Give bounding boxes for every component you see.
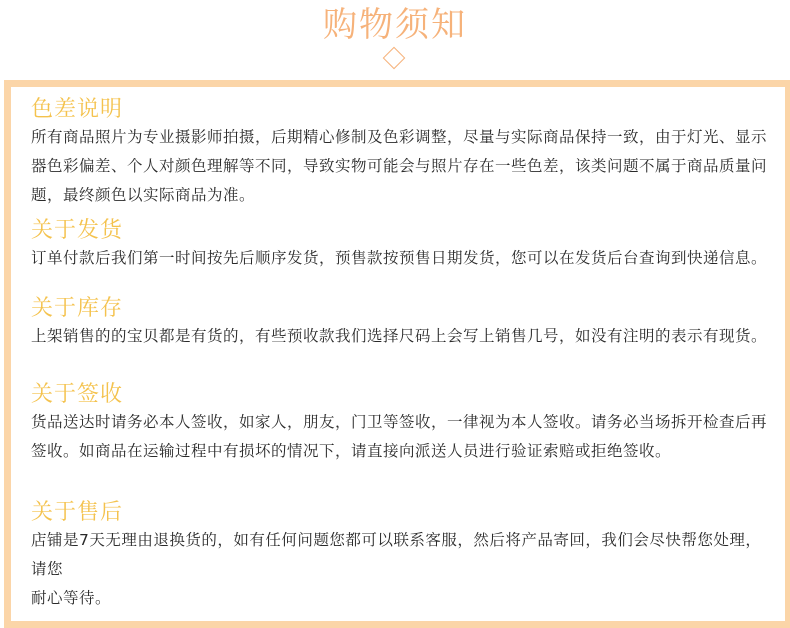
section-color-difference [31,97,775,210]
section-shipping [31,218,775,273]
section-after-sales [31,500,775,613]
section-heading: 关于库存 [31,296,124,321]
section-delivery-receipt [31,382,775,466]
page-title: 购物须知 [323,5,467,45]
diamond-ornament-icon [383,47,406,70]
section-text: 所有商品照片为专业摄影师拍摄，后期精心修制及色彩调整，尽量与实际商品保持一致，由于灯光、显示器色彩偏差、个人对颜色理解等不同，导致实物可能会与照片存在一些色差，该类问题不属于商品质量问题，最终颜色以实际商品为准。 [31,128,768,204]
section-stock [31,296,775,351]
section-text: 货品送达时请务必本人签收，如家人，朋友，门卫等签收，一律视为本人签收。请务必当场拆开检查后再签收。如商品在运输过程中有损坏的情况下，请直接向派送人员进行验证索赔或拒绝签收。 [31,413,768,460]
notice-frame [4,80,790,628]
section-heading: 色差说明 [31,97,124,122]
section-heading: 关于售后 [31,500,124,525]
section-heading: 关于签收 [31,382,124,407]
section-text: 上架销售的的宝贝都是有货的，有些预收款我们选择尺码上会写上销售几号，如没有注明的表示有现货。 [31,327,768,345]
section-text: 订单付款后我们第一时间按先后顺序发货，预售款按预售日期发货，您可以在发货后台查询到快递信息。 [31,249,768,267]
section-heading: 关于发货 [31,218,124,243]
section-text: 店铺是7天无理由退换货的，如有任何问题您都可以联系客服，然后将产品寄回，我们会尽快帮您处理，请您 耐心等待。 [31,531,762,607]
